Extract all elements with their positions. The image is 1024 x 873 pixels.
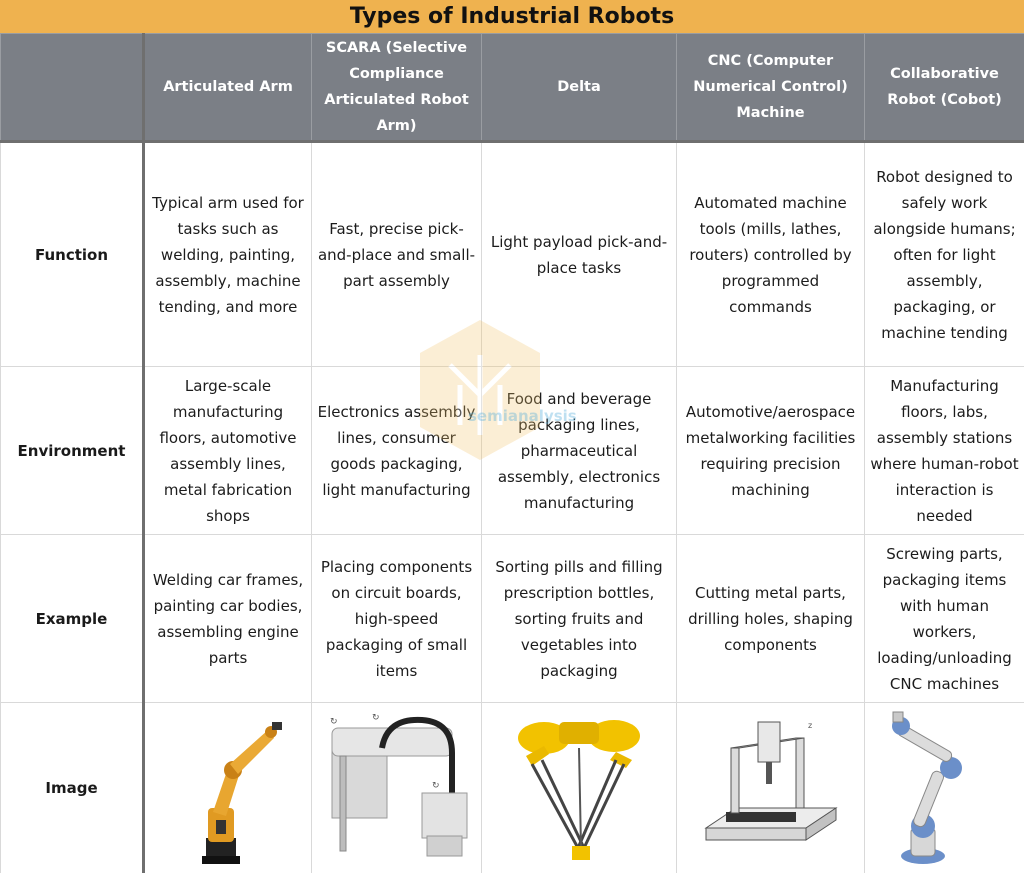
cobot-picture — [885, 708, 1005, 868]
row-environment — [1, 367, 1024, 535]
image-cobot — [865, 703, 1024, 873]
cell-function-cobot: Robot designed to safely work alongside humans; often for light assembly, packaging, or machine tending — [865, 142, 1024, 367]
cell-example-delta: Sorting pills and filling prescription bottles, sorting fruits and vegetables into packaging — [482, 535, 677, 703]
row-function — [1, 142, 1024, 367]
row-label-function: Function — [1, 142, 144, 367]
cell-environment-cnc: Automotive/aerospace metalworking facilities requiring precision machining — [677, 367, 865, 535]
cell-environment-cobot: Manufacturing floors, labs, assembly stations where human-robot interaction is needed — [865, 367, 1024, 535]
scara-picture — [322, 708, 472, 868]
image-delta — [482, 703, 677, 873]
articulated-arm-picture — [168, 708, 288, 868]
cell-function-delta: Light payload pick-and-place tasks — [482, 142, 677, 367]
cell-example-cobot: Screwing parts, packaging items with human workers, loading/unloading CNC machines — [865, 535, 1024, 703]
header-corner — [1, 34, 144, 142]
table-title: Types of Industrial Robots — [0, 0, 1024, 33]
image-scara — [312, 703, 482, 873]
cell-environment-delta: Food and beverage packaging lines, pharmaceutical assembly, electronics manufacturing — [482, 367, 677, 535]
cell-example-articulated: Welding car frames, painting car bodies, assembling engine parts — [144, 535, 312, 703]
cell-example-cnc: Cutting metal parts, drilling holes, shaping components — [677, 535, 865, 703]
cnc-picture — [696, 708, 846, 868]
svg-text:↻: ↻ — [431, 781, 440, 791]
header-cobot: Collaborative Robot (Cobot) — [865, 34, 1024, 142]
svg-text:↻: ↻ — [371, 713, 380, 723]
header-cnc: CNC (Computer Numerical Control) Machine — [677, 34, 865, 142]
svg-text:z: z — [807, 721, 812, 730]
cell-function-cnc: Automated machine tools (mills, lathes, routers) controlled by programmed commands — [677, 142, 865, 367]
cell-function-scara: Fast, precise pick-and-place and small-part assembly — [312, 142, 482, 367]
image-articulated-arm — [144, 703, 312, 873]
header-delta: Delta — [482, 34, 677, 142]
watermark-text: semianalysis — [468, 407, 577, 425]
header-articulated-arm: Articulated Arm — [144, 34, 312, 142]
row-label-example: Example — [1, 535, 144, 703]
cell-environment-scara: Electronics assembly lines, consumer goods packaging, light manufacturing — [312, 367, 482, 535]
cell-environment-articulated: Large-scale manufacturing floors, automotive assembly lines, metal fabrication shops — [144, 367, 312, 535]
header-row — [1, 34, 1024, 142]
image-cnc — [677, 703, 865, 873]
robot-types-table — [0, 33, 1024, 873]
header-scara: SCARA (Selective Compliance Articulated Robot Arm) — [312, 34, 482, 142]
cell-function-articulated: Typical arm used for tasks such as welding, painting, assembly, machine tending, and more — [144, 142, 312, 367]
row-label-image: Image — [1, 703, 144, 873]
row-example — [1, 535, 1024, 703]
delta-picture — [504, 708, 654, 868]
svg-text:↻: ↻ — [329, 717, 338, 727]
row-image — [1, 703, 1024, 873]
row-label-environment: Environment — [1, 367, 144, 535]
cell-example-scara: Placing components on circuit boards, high-speed packaging of small items — [312, 535, 482, 703]
